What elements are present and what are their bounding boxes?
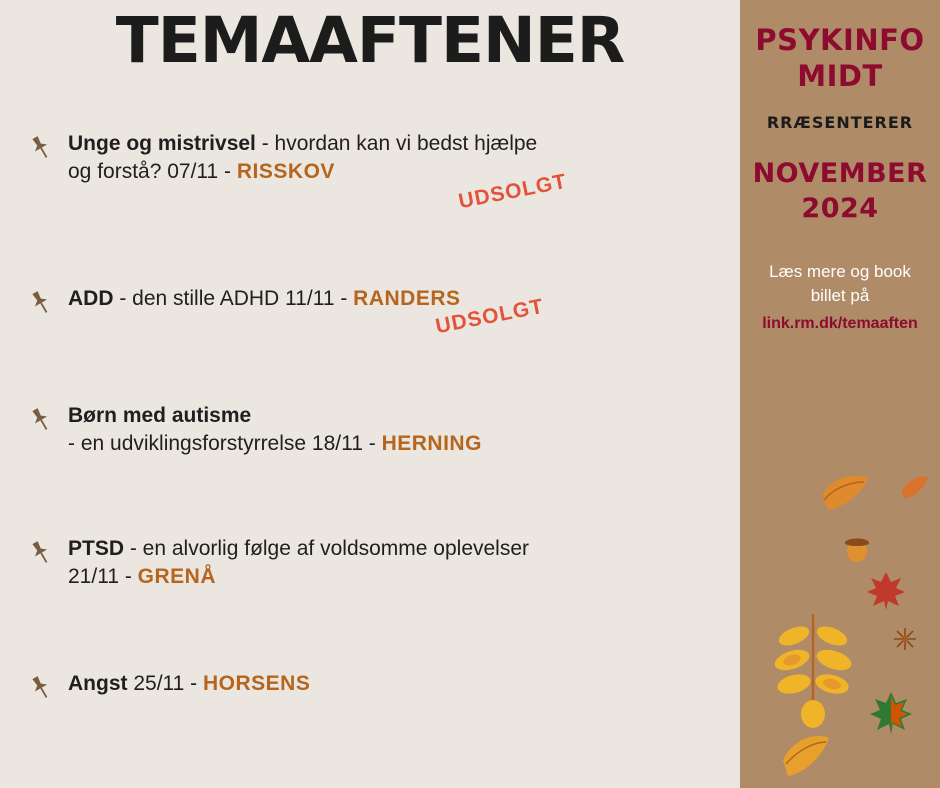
event-desc-1: 25/11 - [127,672,203,695]
event-desc-2: 21/11 - [68,565,138,589]
event-city: RISSKOV [236,160,335,184]
event-line-2 [68,430,482,458]
status-badge: UDSOLGT [456,169,569,214]
year-label: 2024 [801,192,879,224]
event-city: GRENÅ [137,565,216,589]
event-city: HORSENS [203,672,311,695]
poster-sidebar [740,0,940,788]
list-item[interactable] [0,285,546,345]
event-desc-1: - hvordan kan vi bedst hjælpe [255,132,538,155]
date-block [740,156,940,226]
event-title: ADD [68,287,114,310]
event-title: PTSD [68,537,125,560]
booking-line-1: Læs mere og book [769,261,911,281]
seed-icon [892,626,918,652]
event-line-2 [68,158,537,186]
brand-line-2: MIDT [797,59,883,94]
brand-line-1: PSYKINFO [755,23,925,57]
booking-info [740,260,940,335]
event-desc-1: - den stille ADHD 11/11 - [113,287,354,310]
pushpin-icon [26,405,56,435]
event-line-2 [68,563,529,591]
event-line-1 [68,670,310,698]
event-desc-2: og forstå? 07/11 - [68,160,237,184]
list-item[interactable] [0,402,482,462]
event-line-1 [68,402,482,430]
list-item[interactable] [0,535,529,595]
maple-leaf-icon [865,570,907,612]
event-desc-2: - en udviklingsforstyrrelse 18/11 - [68,432,382,456]
event-city: RANDERS [353,287,461,310]
booking-link[interactable]: link.rm.dk/temaaften [762,314,918,332]
pushpin-icon [26,288,56,318]
event-line-1 [68,535,529,563]
list-item[interactable] [0,670,310,730]
event-title: Børn med autisme [68,404,252,427]
month-label: NOVEMBER [752,157,928,189]
pushpin-icon [26,133,56,163]
page-title: TEMAAFTENER [115,4,625,77]
event-title: Unge og mistrivsel [68,132,256,155]
event-line-1 [68,285,461,313]
status-badge: UDSOLGT [433,294,546,339]
presents-label: RRÆSENTERER [766,112,914,132]
list-item[interactable] [0,130,569,214]
event-line-1 [68,130,537,158]
acorn-icon [840,530,874,564]
leaf-icon [818,470,872,514]
event-title: Angst [68,672,128,695]
pushpin-icon [26,673,56,703]
event-desc-1: - en alvorlig følge af voldsomme oplevelser [124,537,530,560]
brand-name [740,22,940,95]
leaf-icon [780,730,832,780]
leaf-icon [900,472,930,502]
rowan-leaf-icon [770,610,856,730]
pushpin-icon [26,538,56,568]
booking-line-2: billet på [810,286,870,306]
maple-leaf-icon [868,690,914,736]
event-city: HERNING [381,432,482,456]
